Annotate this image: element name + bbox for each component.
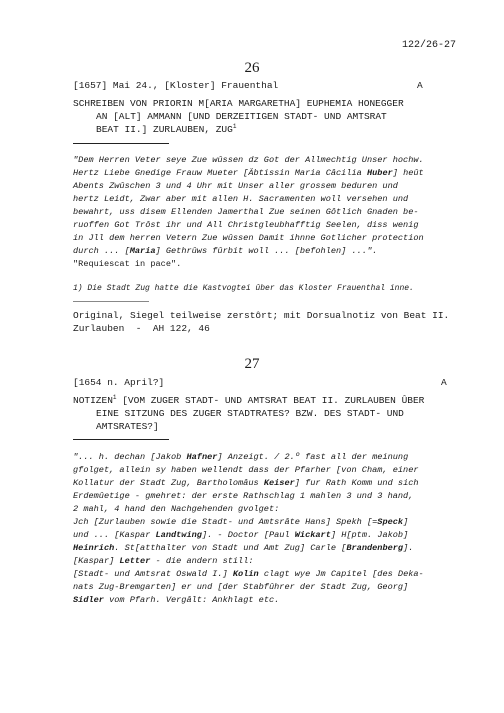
doc26-title-line: BEAT II.] ZURLAUBEN, ZUG$^1$ <box>96 122 237 135</box>
name-highlight: Sidler <box>73 595 104 605</box>
quote-line <box>73 464 461 477</box>
quote-line <box>73 477 461 490</box>
quote-line <box>73 503 461 516</box>
quote-text: ruoffen Got Trôst ihr und All Christgleubhafftig Seelen, diss wenig <box>73 220 419 230</box>
doc26-source-note <box>73 309 463 335</box>
name-highlight: Brandenberg <box>346 543 404 553</box>
doc27-title-line: AMTSRATES?] <box>96 421 159 432</box>
quote-line <box>73 542 461 555</box>
quote-text: ] Gethrûws fûrbit woll ... [befohlen] ...". <box>155 246 378 256</box>
quote-text: Hertz Liebe Gnedige Frauw Mueter [Äbtissin Maria Câcilia <box>73 168 367 178</box>
quote-line <box>73 167 461 180</box>
quote-line <box>73 258 461 271</box>
quote-text: ] heût <box>392 168 424 178</box>
quote-text: ]. - Doctor [Paul <box>201 530 295 540</box>
quote-text: ] fur Rath Komm und sich <box>294 478 419 488</box>
quote-text: gfolget, allein sy haben wellendt dass der Pfarher [von Cham, einer <box>73 465 419 475</box>
name-highlight: Kolin <box>232 569 259 579</box>
section-divider <box>73 439 169 440</box>
footnote-marker: 1 <box>112 393 117 401</box>
quote-text: - die andern still: <box>150 556 254 566</box>
doc26-source-line: Original, Siegel teilweise zerstôrt; mit Dorsualnotiz von Beat II. <box>73 310 450 321</box>
quote-line <box>73 555 461 568</box>
doc26-title-line: AN [ALT] AMMANN [UND DERZEITIGEN STADT- UND AMTSRAT <box>96 111 387 122</box>
quote-text: bewahrt, uss disem Ellenden Jamerthal Zue seinen Gôtlich Gnaden be- <box>73 207 419 217</box>
doc26-title-line: SCHREIBEN VON PRIORIN M[ARIA MARGARETHA] EUPHEMIA HONEGGER <box>73 98 404 109</box>
footnote-marker: 1 <box>232 122 237 130</box>
doc27-title-line: EINE SITZUNG DES ZUGER STADTRATES? BZW. DES STADT- UND <box>96 408 404 419</box>
quote-text: "... h. dechan [Jakob <box>73 452 187 462</box>
section-divider <box>73 143 169 144</box>
doc27-archive-letter: A <box>441 377 447 388</box>
document-number-26: 26 <box>244 60 260 76</box>
name-highlight: Landtwing <box>155 530 202 540</box>
doc27-date: [1654 n. April?] <box>73 377 165 388</box>
doc27-quotation <box>73 451 461 607</box>
quote-text: [Kaspar] <box>73 556 120 566</box>
quote-text: "Dem Herren Veter seye Zue wûssen dz Got der Allmechtig Unser hochw. <box>73 155 424 165</box>
quote-text: hertz Leidt, Zwar aber mit allen H. Sacramenten woll versehen und <box>73 194 409 204</box>
footnote-divider <box>73 301 149 302</box>
name-highlight: Speck <box>377 517 404 527</box>
quote-text: Kollatur der Stadt Zug, Bartholomâus <box>73 478 264 488</box>
doc26-date-place: [1657] Mai 24., [Kloster] Frauenthal <box>73 80 279 91</box>
name-highlight: Keiser <box>263 478 295 488</box>
quote-text: vom Pfarh. Vergâlt: Ankhlagt etc. <box>103 595 280 605</box>
quote-line <box>73 193 461 206</box>
document-number-27: 27 <box>244 356 260 372</box>
quote-line <box>73 581 461 594</box>
page-reference: 122/26-27 <box>401 40 456 51</box>
quote-line <box>73 490 461 503</box>
quote-text: durch ... [ <box>73 246 130 256</box>
quote-line <box>73 219 461 232</box>
doc26-archive-letter: A <box>417 80 423 91</box>
quote-line <box>73 180 461 193</box>
doc26-title <box>73 97 463 136</box>
quote-text: [Stadt- und Amtsrat Oswald I.] <box>73 569 233 579</box>
quote-line <box>73 529 461 542</box>
quote-text: Erdemûetige - gmehret: der erste Rathschlag 1 mahlen 3 und 3 hand, <box>73 491 414 501</box>
name-highlight: Letter <box>119 556 151 566</box>
quote-line <box>73 568 461 581</box>
quote-text: "Requiescat in pace". <box>73 259 182 269</box>
quote-line <box>73 245 461 258</box>
quote-line <box>73 206 461 219</box>
quote-line <box>73 516 461 529</box>
quote-line <box>73 594 461 607</box>
doc26-footnote: 1) Die Stadt Zug hatte die Kastvogtei ûber das Kloster Frauenthal inne. <box>73 284 414 293</box>
quote-text: Abents Zwûschen 3 und 4 Uhr mit Unser aller grossem beduren und <box>73 181 398 191</box>
quote-line <box>73 451 461 464</box>
quote-text: ] H[ptm. Jakob] <box>330 530 409 540</box>
quote-text: ] Anzeigt. / 2.º fast all der meinung <box>217 452 409 462</box>
quote-text: und ... [Kaspar <box>73 530 156 540</box>
name-highlight: Hafner <box>186 452 218 462</box>
doc27-title <box>73 394 463 433</box>
name-highlight: Maria <box>129 246 156 256</box>
quote-text: ]. <box>403 543 414 553</box>
quote-text: clagt wye Jm Capitel [des Deka- <box>258 569 424 579</box>
quote-text: nats Zug-Bremgarten] er und [der Stabfûhrer der Stadt Zug, Georg] <box>73 582 409 592</box>
doc26-quotation <box>73 154 461 271</box>
doc26-source-line: Zurlauben - AH 122, 46 <box>73 323 210 334</box>
quote-text: . St[atthalter von Stadt und Amt Zug] Carle [ <box>114 543 347 553</box>
name-highlight: Huber <box>366 168 393 178</box>
quote-text: ] <box>403 517 409 527</box>
quote-text: in Jll dem herren Vetern Zue wûssen Damit ihnne Gotlicher protection <box>73 233 424 243</box>
quote-line <box>73 232 461 245</box>
doc27-title-line: NOTIZEN$^1$ [VOM ZUGER STADT- UND AMTSRAT BEAT II. ZURLAUBEN ÛBER <box>73 393 425 406</box>
quote-line <box>73 154 461 167</box>
quote-text: Jch [Zurlauben sowie die Stadt- und Amtsrâte Hans] Spekh [= <box>73 517 378 527</box>
name-highlight: Heinrich <box>73 543 115 553</box>
quote-text: 2 mahl, 4 hand den Nachgehenden gvolget: <box>73 504 280 514</box>
name-highlight: Wickart <box>294 530 331 540</box>
